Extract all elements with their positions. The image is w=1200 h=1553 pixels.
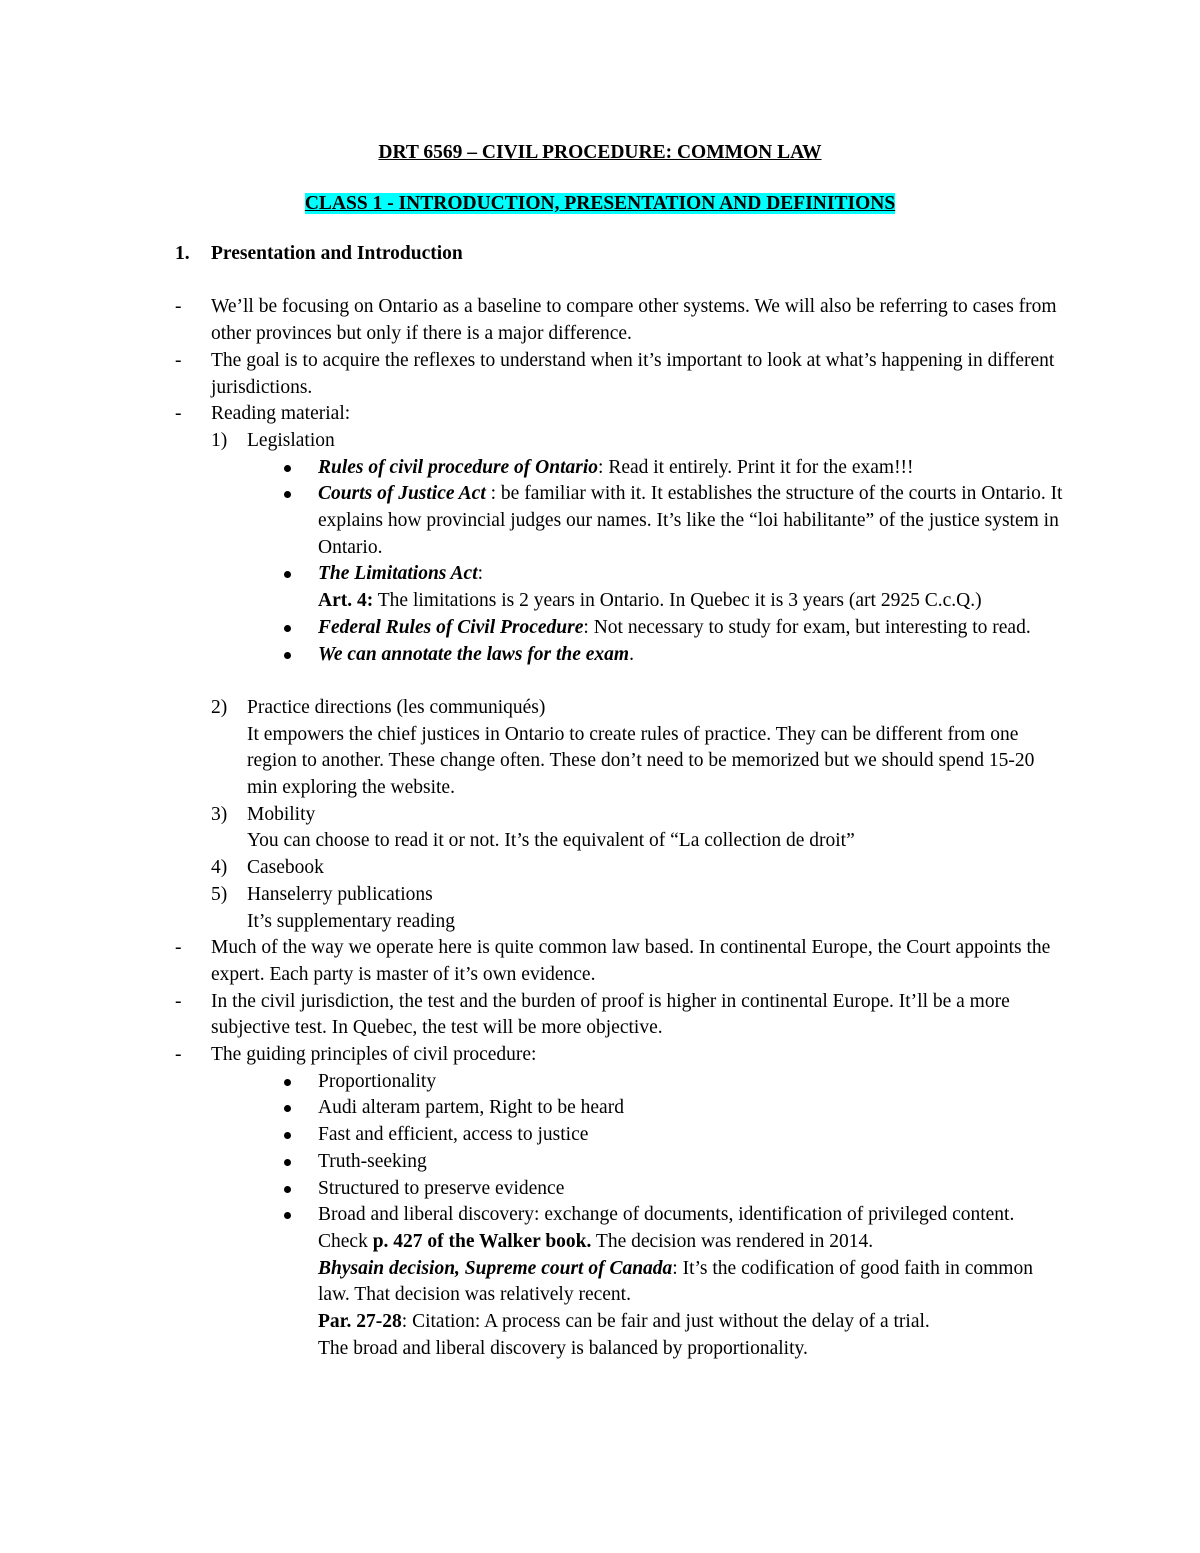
bullet-dot-icon	[284, 491, 291, 498]
bhysain-note: : It’s the codification of good faith in common law. That decision was relatively recent.	[318, 1257, 1033, 1306]
bullet-text: Audi alteram partem, Right to be heard	[318, 1097, 624, 1119]
dash-marker: -	[175, 1044, 182, 1066]
article-text: The limitations is 2 years in Ontario. In Quebec it is 3 years (art 2925 C.c.Q.)	[373, 590, 982, 612]
item-label	[247, 695, 1067, 802]
item-number: 2)	[211, 696, 228, 718]
bullet-item	[0, 1149, 1200, 1176]
item-label	[247, 882, 1067, 935]
bullet-item	[0, 615, 1200, 642]
document-title: DRT 6569 – CIVIL PROCEDURE: COMMON LAW	[378, 142, 822, 163]
bullet-item	[0, 1122, 1200, 1149]
item-description: It’s supplementary reading	[247, 910, 455, 932]
numbered-item	[0, 802, 1200, 855]
bullet-dot-icon	[284, 571, 291, 578]
bullet-item	[0, 1176, 1200, 1203]
law-note: : be familiar with it. It establishes the structure of the courts in Ontario. It explains how provincial judges our names. It’s like the “loi habilitante” of the justice system in Ontario.	[318, 483, 1063, 558]
bullet-item	[0, 1095, 1200, 1122]
bullet-dot-icon	[284, 1159, 291, 1166]
law-title: We can annotate the laws for the exam	[318, 643, 630, 665]
bullet-item	[0, 481, 1200, 561]
law-title: Courts of Justice Act	[318, 483, 486, 505]
dash-item-text: The goal is to acquire the reflexes to understand when it’s important to look at what’s happening in different jurisdictions.	[211, 349, 1055, 398]
bullet-text: Truth-seeking	[318, 1150, 427, 1172]
dash-marker: -	[175, 990, 182, 1012]
bullet-item	[0, 561, 1200, 614]
dash-item	[0, 348, 1200, 401]
numbered-item	[0, 882, 1200, 935]
section-heading	[0, 241, 1200, 268]
bullet-text	[318, 1202, 1063, 1362]
bullet-dot-icon	[284, 1079, 291, 1086]
dash-item-text: In the civil jurisdiction, the test and the burden of proof is higher in continental Europe. It’ll be a more subjective test. In Quebec, the test will be more objective.	[211, 990, 1010, 1039]
item-number: 1)	[211, 429, 228, 451]
bullet-item	[0, 455, 1200, 482]
bullet-dot-icon	[284, 465, 291, 472]
bullet-item	[0, 1202, 1200, 1362]
bhysain-decision: Bhysain decision, Supreme court of Canada	[318, 1257, 673, 1279]
discovery-text: Broad and liberal discovery: exchange of documents, identification of privileged content. Check	[318, 1204, 1015, 1252]
bullet-text	[318, 455, 1063, 482]
dash-item	[0, 935, 1200, 988]
section-number: 1.	[175, 243, 190, 264]
dash-item	[0, 294, 1200, 347]
item-label: Casebook	[247, 857, 324, 879]
dash-item-text: Reading material:	[211, 403, 351, 425]
bullet-text	[318, 481, 1063, 561]
item-number: 3)	[211, 803, 228, 825]
dash-marker: -	[175, 296, 182, 318]
item-label-text: Practice directions (les communiqués)	[247, 696, 546, 718]
law-title: Federal Rules of Civil Procedure	[318, 616, 584, 638]
bullet-item	[0, 1069, 1200, 1096]
article-ref: Art. 4:	[318, 590, 374, 612]
citation-text: : Citation: A process can be fair and just without the delay of a trial.	[401, 1311, 930, 1333]
item-label-text: Hanselerry publications	[247, 883, 433, 905]
dash-item	[0, 989, 1200, 1042]
dash-marker: -	[175, 403, 182, 425]
numbered-item	[0, 855, 1200, 882]
bullet-text: Fast and efficient, access to justice	[318, 1124, 589, 1146]
item-label: Legislation	[247, 429, 335, 451]
dash-item-text: The guiding principles of civil procedure:	[211, 1044, 537, 1066]
section-title: Presentation and Introduction	[211, 243, 463, 264]
bullet-text: Structured to preserve evidence	[318, 1177, 565, 1199]
bullet-dot-icon	[284, 1186, 291, 1193]
bullet-text	[318, 615, 1063, 642]
bullet-dot-icon	[284, 652, 291, 659]
bullet-dot-icon	[284, 1132, 291, 1139]
bullet-text	[318, 561, 1063, 614]
item-label	[247, 802, 1067, 855]
paragraph-ref: Par. 27-28	[318, 1311, 402, 1333]
bullet-dot-icon	[284, 1105, 291, 1112]
dash-marker: -	[175, 937, 182, 959]
item-description: You can choose to read it or not. It’s the equivalent of “La collection de droit”	[247, 830, 855, 852]
bullet-dot-icon	[284, 1212, 291, 1219]
item-number: 4)	[211, 857, 228, 879]
law-title: The Limitations Act	[318, 563, 478, 585]
dash-item	[0, 1042, 1200, 1069]
dash-item	[0, 401, 1200, 428]
subtitle-highlight: CLASS 1 - INTRODUCTION, PRESENTATION AND DEFINITIONS	[304, 193, 896, 214]
dash-item-text: We’ll be focusing on Ontario as a baseline to compare other systems. We will also be referring to cases from other provinces but only if there is a major difference.	[211, 296, 1057, 345]
bullet-text: Proportionality	[318, 1070, 437, 1092]
bullet-item	[0, 642, 1200, 669]
walker-ref: p. 427 of the Walker book.	[372, 1230, 592, 1252]
law-note: :	[477, 563, 484, 585]
law-note: : Read it entirely. Print it for the exam!!!	[598, 456, 914, 478]
dash-item-text: Much of the way we operate here is quite common law based. In continental Europe, the Court appoints the expert. Each party is master of it’s own evidence.	[211, 937, 1051, 985]
dash-marker: -	[175, 349, 182, 371]
balance-text: The broad and liberal discovery is balanced by proportionality.	[318, 1337, 808, 1359]
bullet-text	[318, 642, 1063, 669]
numbered-item	[0, 428, 1200, 455]
item-number: 5)	[211, 883, 228, 905]
law-title: Rules of civil procedure of Ontario	[318, 456, 599, 478]
law-note: : Not necessary to study for exam, but interesting to read.	[583, 616, 1031, 638]
numbered-item	[0, 695, 1200, 802]
document-body	[0, 241, 1200, 1363]
item-description: It empowers the chief justices in Ontario to create rules of practice. They can be different from one region to another. These change often. These don’t need to be memorized but we should spend 15-20 min exploring the website.	[247, 723, 1035, 799]
spacer	[0, 268, 1200, 295]
law-note: .	[629, 643, 634, 665]
decision-year: The decision was rendered in 2014.	[591, 1230, 874, 1252]
item-label-text: Mobility	[247, 803, 316, 825]
bullet-dot-icon	[284, 625, 291, 632]
spacer	[0, 668, 1200, 695]
class-subtitle	[0, 191, 1200, 218]
